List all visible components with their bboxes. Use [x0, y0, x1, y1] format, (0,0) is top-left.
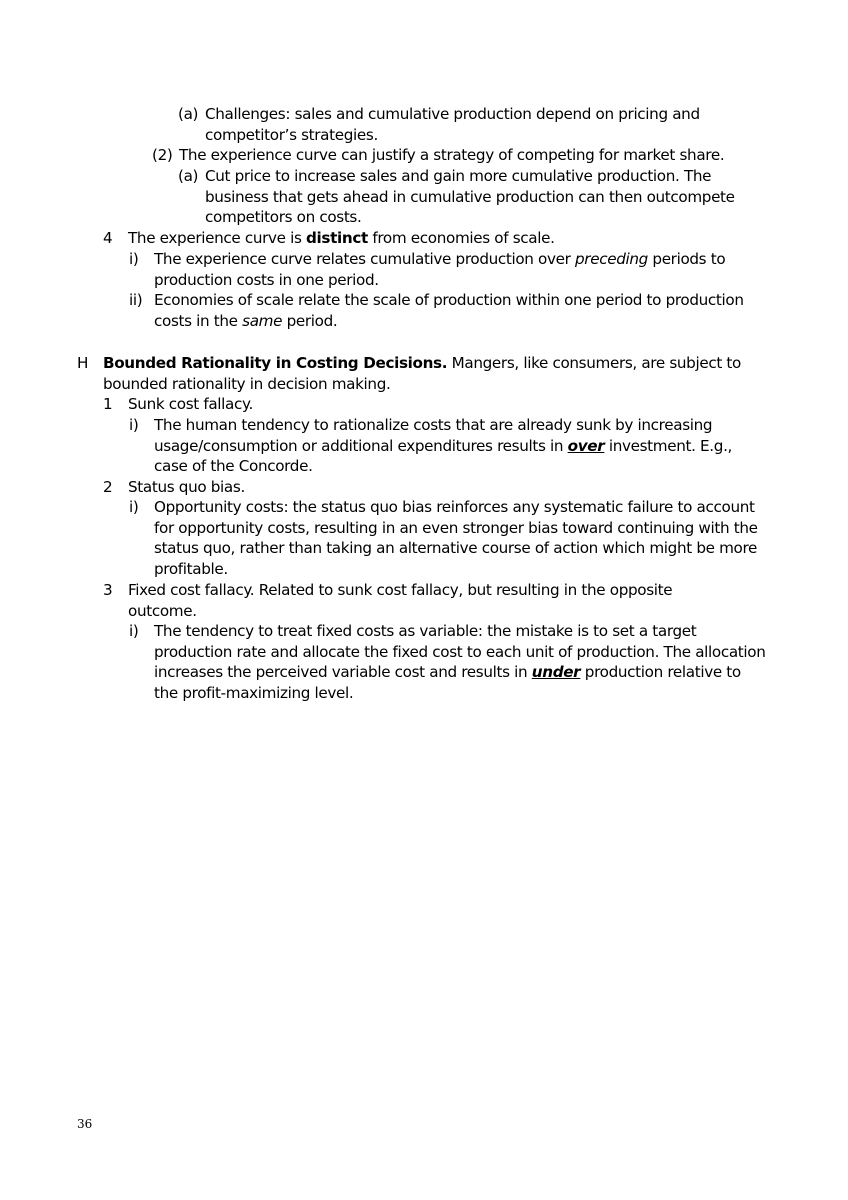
list-marker: 3 — [103, 581, 113, 599]
list-marker: i) — [129, 622, 139, 640]
list-marker: 2 — [103, 478, 113, 496]
list-item-text: Sunk cost fallacy. — [128, 395, 253, 413]
list-item-text: Status quo bias. — [128, 478, 245, 496]
list-item-text: The human tendency to rationalize costs that are already sunk by increasing usage/consumption or additional expenditures results in over investment. E.g., case of the Concorde. — [154, 416, 733, 476]
list-marker: (a) — [178, 105, 199, 123]
list-marker: 4 — [103, 229, 113, 247]
list-item-text: The experience curve is distinct from economies of scale. — [128, 229, 555, 247]
emphasis: under — [531, 663, 581, 682]
emphasis: preceding — [575, 250, 648, 268]
list-item-text: The tendency to treat fixed costs as variable: the mistake is to set a target production rate and allocate the fixed cost to each unit of production. The allocation increases the perceived variable cost and results in under production relative to the profit-maximizing level. — [154, 622, 766, 702]
list-item-text: Opportunity costs: the status quo bias reinforces any systematic failure to account for opportunity costs, resulting in an even stronger bias toward continuing with the status quo, rather than taking an alternative course of action which might be more profitable. — [154, 498, 758, 578]
list-item-text: The experience curve can justify a strategy of competing for market share. — [179, 146, 725, 164]
list-marker: ii) — [129, 291, 143, 309]
list-item-text: Cut price to increase sales and gain more cumulative production. The business that gets ahead in cumulative production can then outcompete competitors on costs. — [205, 167, 735, 227]
section-title: Bounded Rationality in Costing Decisions. — [103, 354, 448, 372]
section-marker: H — [77, 354, 89, 372]
list-marker: (a) — [178, 167, 199, 185]
list-item-text: Economies of scale relate the scale of production within one period to production costs in the same period. — [154, 291, 744, 330]
page-number: 36 — [77, 1117, 93, 1131]
list-marker: i) — [129, 498, 139, 516]
list-marker: i) — [129, 416, 139, 434]
emphasis: over — [567, 436, 605, 455]
section-text: Bounded Rationality in Costing Decisions. Mangers, like consumers, are subject to bounded rationality in decision making. — [103, 354, 741, 393]
emphasis: distinct — [306, 229, 368, 247]
emphasis: same — [242, 311, 283, 330]
list-marker: 1 — [103, 395, 113, 413]
list-marker: (2) — [152, 146, 173, 164]
list-item-text: Challenges: sales and cumulative production depend on pricing and competitor’s strategies. — [205, 105, 700, 144]
list-item-text: The experience curve relates cumulative production over preceding periods to production costs in one period. — [154, 250, 726, 289]
list-marker: i) — [129, 250, 139, 268]
list-item-text: Fixed cost fallacy. Related to sunk cost fallacy, but resulting in the opposite outcome. — [128, 581, 673, 620]
